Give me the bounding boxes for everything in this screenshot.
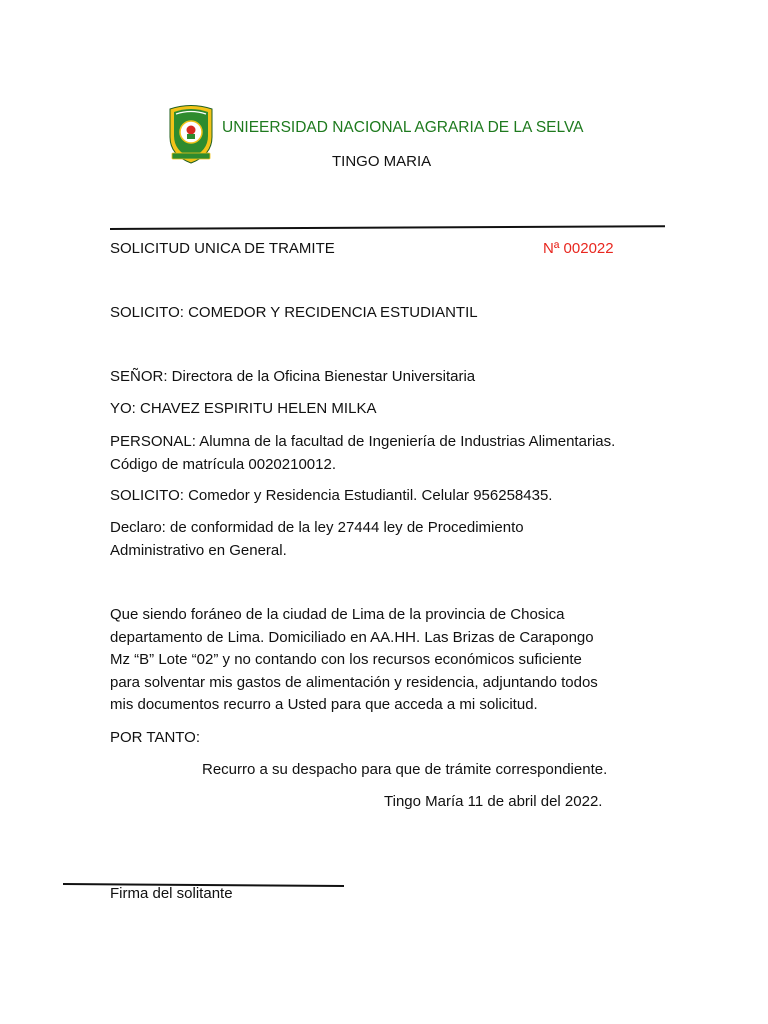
personal-paragraph [110,431,615,476]
university-city: TINGO MARIA [332,153,432,170]
main-line: Mz “B” Lote “02” y no contando con los recursos económicos suficiente [110,651,582,669]
university-name: UNIEERSIDAD NACIONAL AGRARIA DE LA SELVA [222,119,584,136]
main-line: departamento de Lima. Domiciliado en AA.HH. Las Brizas de Carapongo [110,628,594,646]
header-divider-line [110,225,665,230]
personal-line: PERSONAL: Alumna de la facultad de Ingeniería de Industrias Alimentarias. [110,433,616,450]
request-line: SOLICITO: COMEDOR Y RECIDENCIA ESTUDIANTIL [110,304,478,321]
declaration-line: Administrativo en General. [110,541,287,559]
closing-request-line: Recurro a su despacho para que de trámite correspondiente. [202,761,608,778]
solicito-line: SOLICITO: Comedor y Residencia Estudiantil. Celular 956258435. [110,487,553,504]
form-number: Nª 002022 [543,240,614,257]
signature-label: Firma del solitante [110,885,233,902]
main-line: Que siendo foráneo de la ciudad de Lima de la provincia de Chosica [110,606,565,623]
main-line: mis documentos recurro a Usted para que acceda a mi solicitud. [110,696,538,714]
university-crest-logo [166,103,216,165]
addressee-line: SEÑOR: Directora de la Oficina Bienestar Universitaria [110,368,476,385]
place-date-line: Tingo María 11 de abril del 2022. [384,793,603,810]
main-paragraph [110,604,598,717]
declaration-line: Declaro: de conformidad de la ley 27444 ley de Procedimiento [110,519,524,536]
main-line: para solventar mis gastos de alimentación y residencia, adjuntando todos [110,673,598,691]
personal-line: Código de matrícula 0020210012. [110,455,336,473]
applicant-name-line: YO: CHAVEZ ESPIRITU HELEN MILKA [110,400,377,417]
por-tanto-line: POR TANTO: [110,729,201,746]
declaration-paragraph [110,517,524,562]
form-title: SOLICITUD UNICA DE TRAMITE [110,240,335,257]
